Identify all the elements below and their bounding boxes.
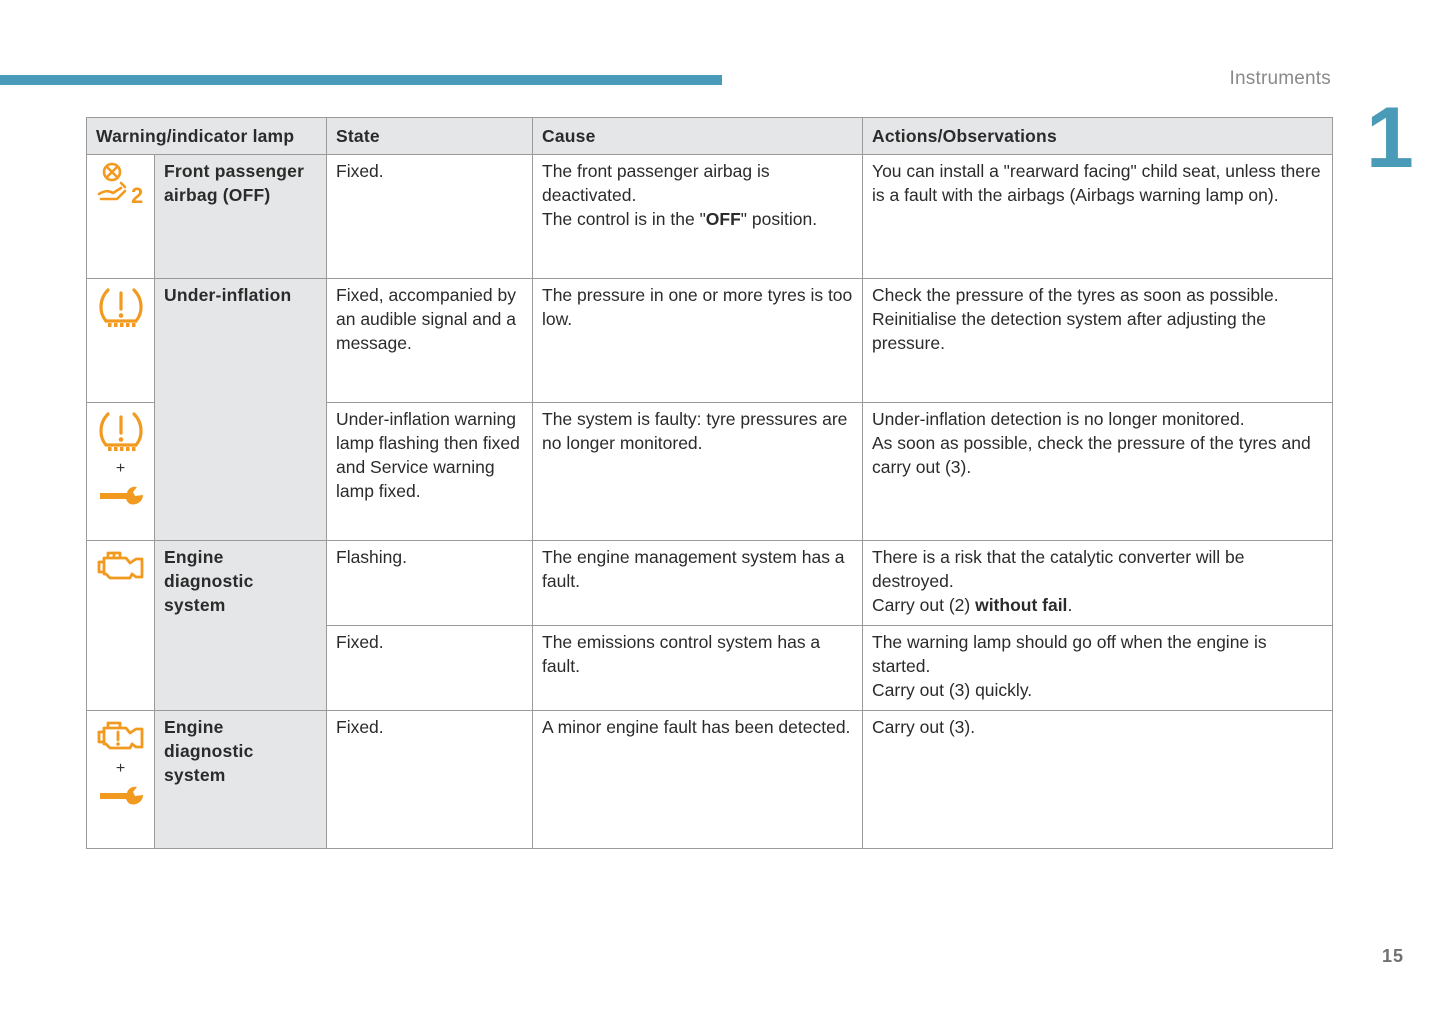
- plus-sign: +: [115, 460, 126, 477]
- table-row: [87, 711, 1333, 849]
- lamp-name: Front passenger airbag (OFF): [155, 155, 327, 279]
- tyre-pressure-icon: [97, 409, 145, 455]
- table-header-row: [87, 118, 1333, 155]
- action-text: Reinitialise the detection system after adjusting the pressure.: [872, 309, 1266, 353]
- action-text: Under-inflation detection is no longer monitored.: [872, 409, 1245, 429]
- svg-text:2: 2: [130, 183, 143, 207]
- action-cell: [863, 279, 1333, 403]
- wrench-icon: [97, 785, 145, 807]
- state-cell: Flashing.: [327, 541, 533, 626]
- lamp-icon-cell: [87, 279, 155, 403]
- action-cell: [863, 403, 1333, 541]
- engine-warning-icon: [96, 717, 146, 755]
- action-text: Carry out (3) quickly.: [872, 680, 1033, 700]
- state-cell: Under-inflation warning lamp flashing then fixed and Service warning lamp fixed.: [327, 403, 533, 541]
- action-text: As soon as possible, check the pressure of the tyres and carry out (3).: [872, 433, 1311, 477]
- column-header-cause: Cause: [533, 118, 863, 155]
- lamp-name: Engine diagnostic system: [155, 711, 327, 849]
- section-title: Instruments: [1229, 68, 1331, 89]
- table-row: [87, 279, 1333, 403]
- table-row: [87, 155, 1333, 279]
- cause-text: The control is in the ": [542, 209, 706, 229]
- cause-cell: The pressure in one or more tyres is too low.: [533, 279, 863, 403]
- action-cell: [863, 541, 1333, 626]
- action-text: .: [1067, 595, 1073, 615]
- state-cell: Fixed, accompanied by an audible signal and a message.: [327, 279, 533, 403]
- action-cell: [863, 626, 1333, 711]
- state-cell: Fixed.: [327, 626, 533, 711]
- cause-cell: The system is faulty: tyre pressures are no longer monitored.: [533, 403, 863, 541]
- action-emphasis: without fail: [975, 595, 1068, 615]
- cause-cell: A minor engine fault has been detected.: [533, 711, 863, 849]
- column-header-actions: Actions/Observations: [863, 118, 1333, 155]
- action-text: Carry out (2): [872, 595, 976, 615]
- action-text: There is a risk that the catalytic converter will be destroyed.: [872, 547, 1245, 591]
- cause-cell: The emissions control system has a fault.: [533, 626, 863, 711]
- state-cell: Fixed.: [327, 155, 533, 279]
- wrench-icon: [97, 485, 145, 507]
- cause-text: The front passenger airbag is deactivated.: [542, 161, 770, 205]
- column-header-state: State: [327, 118, 533, 155]
- action-text: Check the pressure of the tyres as soon as possible.: [872, 285, 1279, 305]
- action-cell: Carry out (3).: [863, 711, 1333, 849]
- warning-lamp-table: [86, 117, 1333, 849]
- airbag-off-icon: [95, 161, 147, 207]
- lamp-name: Engine diagnostic system: [155, 541, 327, 711]
- engine-icon: [96, 547, 146, 583]
- cause-text: " position.: [740, 209, 818, 229]
- cause-cell: The engine management system has a fault.: [533, 541, 863, 626]
- state-cell: Fixed.: [327, 711, 533, 849]
- cause-emphasis: OFF: [705, 209, 741, 229]
- action-cell: You can install a "rearward facing" child seat, unless there is a fault with the airbags (Airbags warning lamp on).: [863, 155, 1333, 279]
- chapter-number: 1: [1366, 90, 1414, 186]
- lamp-icon-cell: [87, 541, 155, 711]
- lamp-icon-cell: [87, 711, 155, 849]
- header-accent-bar: [0, 75, 722, 85]
- lamp-icon-cell: [87, 403, 155, 541]
- action-text: The warning lamp should go off when the engine is started.: [872, 632, 1267, 676]
- plus-sign: +: [115, 760, 126, 777]
- lamp-name: Under-inflation: [155, 279, 327, 541]
- table-row: [87, 541, 1333, 626]
- cause-cell: [533, 155, 863, 279]
- lamp-icon-cell: [87, 155, 155, 279]
- column-header-lamp: Warning/indicator lamp: [87, 118, 327, 155]
- page-number: 15: [1382, 946, 1405, 966]
- tyre-pressure-icon: [97, 285, 145, 331]
